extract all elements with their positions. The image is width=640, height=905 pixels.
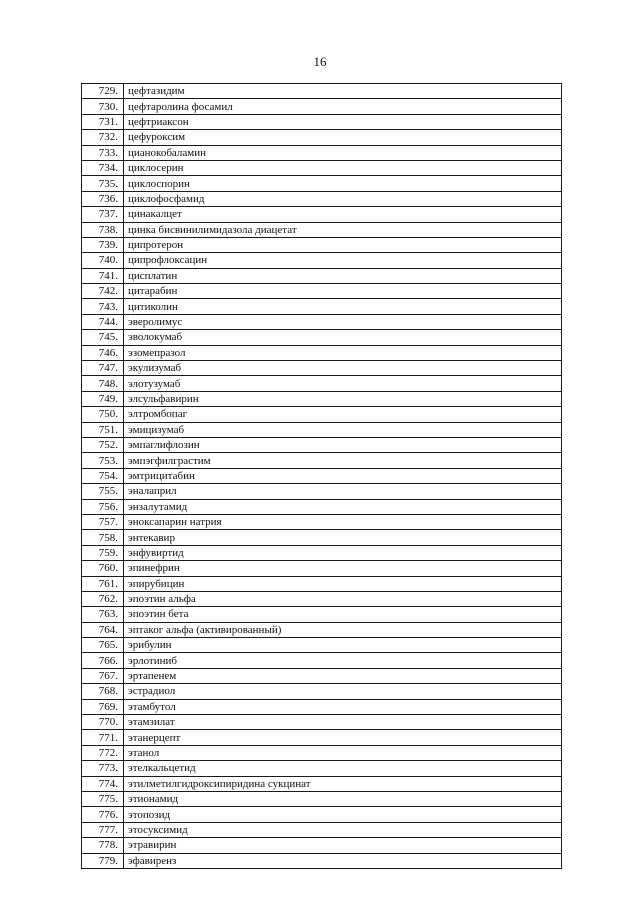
drug-name: цефуроксим <box>124 130 562 145</box>
row-number: 772. <box>82 745 124 760</box>
drug-name: эфавиренз <box>124 853 562 868</box>
drug-name: этравирин <box>124 838 562 853</box>
drug-list-body <box>82 84 562 869</box>
table-row <box>82 530 562 545</box>
table-row <box>82 114 562 129</box>
table-row <box>82 284 562 299</box>
drug-name: этанол <box>124 745 562 760</box>
drug-name: этанерцепт <box>124 730 562 745</box>
row-number: 755. <box>82 484 124 499</box>
row-number: 729. <box>82 84 124 99</box>
drug-name: энтекавир <box>124 530 562 545</box>
drug-name: экулизумаб <box>124 361 562 376</box>
row-number: 751. <box>82 422 124 437</box>
row-number: 776. <box>82 807 124 822</box>
table-row <box>82 638 562 653</box>
table-row <box>82 745 562 760</box>
row-number: 763. <box>82 607 124 622</box>
drug-name: цианокобаламин <box>124 145 562 160</box>
drug-name: цинка бисвинилимидазола диацетат <box>124 222 562 237</box>
table-row <box>82 684 562 699</box>
drug-list-table <box>81 83 562 869</box>
drug-name: эноксапарин натрия <box>124 514 562 529</box>
drug-name: эпоэтин альфа <box>124 591 562 606</box>
drug-name: эрибулин <box>124 638 562 653</box>
drug-name: этопозид <box>124 807 562 822</box>
drug-name: циклоспорин <box>124 176 562 191</box>
drug-name: эрлотиниб <box>124 653 562 668</box>
table-row <box>82 176 562 191</box>
drug-name: цефтриаксон <box>124 114 562 129</box>
row-number: 742. <box>82 284 124 299</box>
row-number: 774. <box>82 776 124 791</box>
row-number: 770. <box>82 715 124 730</box>
table-row <box>82 622 562 637</box>
table-row <box>82 591 562 606</box>
drug-name: эптаког альфа (активированный) <box>124 622 562 637</box>
table-row <box>82 145 562 160</box>
drug-name: эстрадиол <box>124 684 562 699</box>
table-row <box>82 576 562 591</box>
table-row <box>82 345 562 360</box>
drug-name: этосуксимид <box>124 822 562 837</box>
row-number: 779. <box>82 853 124 868</box>
row-number: 766. <box>82 653 124 668</box>
table-row <box>82 84 562 99</box>
table-row <box>82 330 562 345</box>
table-row <box>82 715 562 730</box>
drug-name: элотузумаб <box>124 376 562 391</box>
drug-name: этелкальцетид <box>124 761 562 776</box>
row-number: 759. <box>82 545 124 560</box>
row-number: 744. <box>82 314 124 329</box>
table-row <box>82 361 562 376</box>
table-row <box>82 499 562 514</box>
drug-name: этамзилат <box>124 715 562 730</box>
drug-name: цинакалцет <box>124 207 562 222</box>
row-number: 731. <box>82 114 124 129</box>
table-row <box>82 253 562 268</box>
table-row <box>82 207 562 222</box>
drug-name: энзалутамид <box>124 499 562 514</box>
row-number: 738. <box>82 222 124 237</box>
drug-name: этионамид <box>124 791 562 806</box>
row-number: 756. <box>82 499 124 514</box>
row-number: 743. <box>82 299 124 314</box>
drug-name: энфувиртид <box>124 545 562 560</box>
table-row <box>82 222 562 237</box>
drug-name: эпинефрин <box>124 561 562 576</box>
table-row <box>82 791 562 806</box>
row-number: 758. <box>82 530 124 545</box>
table-row <box>82 237 562 252</box>
drug-name: циклофосфамид <box>124 191 562 206</box>
row-number: 737. <box>82 207 124 222</box>
drug-name: эволокумаб <box>124 330 562 345</box>
row-number: 769. <box>82 699 124 714</box>
drug-name: эверолимус <box>124 314 562 329</box>
table-row <box>82 268 562 283</box>
table-row <box>82 668 562 683</box>
row-number: 778. <box>82 838 124 853</box>
table-row <box>82 514 562 529</box>
row-number: 749. <box>82 391 124 406</box>
table-row <box>82 376 562 391</box>
drug-name: эмицизумаб <box>124 422 562 437</box>
table-row <box>82 699 562 714</box>
row-number: 752. <box>82 437 124 452</box>
drug-name: эмпаглифлозин <box>124 437 562 452</box>
table-row <box>82 730 562 745</box>
drug-name: цефтаролина фосамил <box>124 99 562 114</box>
table-row <box>82 561 562 576</box>
drug-name: эпирубицин <box>124 576 562 591</box>
table-row <box>82 314 562 329</box>
row-number: 741. <box>82 268 124 283</box>
row-number: 754. <box>82 468 124 483</box>
row-number: 736. <box>82 191 124 206</box>
table-row <box>82 838 562 853</box>
row-number: 740. <box>82 253 124 268</box>
drug-name: циклосерин <box>124 160 562 175</box>
row-number: 764. <box>82 622 124 637</box>
row-number: 760. <box>82 561 124 576</box>
row-number: 765. <box>82 638 124 653</box>
row-number: 734. <box>82 160 124 175</box>
drug-name: элсульфавирин <box>124 391 562 406</box>
row-number: 762. <box>82 591 124 606</box>
drug-name: цисплатин <box>124 268 562 283</box>
page-number: 16 <box>313 54 327 69</box>
table-row <box>82 299 562 314</box>
table-row <box>82 191 562 206</box>
row-number: 761. <box>82 576 124 591</box>
row-number: 777. <box>82 822 124 837</box>
row-number: 735. <box>82 176 124 191</box>
row-number: 750. <box>82 407 124 422</box>
table-row <box>82 761 562 776</box>
drug-name: цефтазидим <box>124 84 562 99</box>
drug-name: эналаприл <box>124 484 562 499</box>
drug-name: ципротерон <box>124 237 562 252</box>
drug-name: этамбутол <box>124 699 562 714</box>
table-row <box>82 653 562 668</box>
table-row <box>82 407 562 422</box>
row-number: 733. <box>82 145 124 160</box>
table-row <box>82 422 562 437</box>
row-number: 767. <box>82 668 124 683</box>
table-row <box>82 391 562 406</box>
drug-name: эпоэтин бета <box>124 607 562 622</box>
drug-name: эзомепразол <box>124 345 562 360</box>
drug-name: элтромбопаг <box>124 407 562 422</box>
table-row <box>82 99 562 114</box>
row-number: 773. <box>82 761 124 776</box>
table-row <box>82 853 562 868</box>
table-row <box>82 776 562 791</box>
row-number: 745. <box>82 330 124 345</box>
table-row <box>82 607 562 622</box>
row-number: 732. <box>82 130 124 145</box>
drug-name: эмтрицитабин <box>124 468 562 483</box>
table-row <box>82 160 562 175</box>
row-number: 753. <box>82 453 124 468</box>
table-row <box>82 453 562 468</box>
row-number: 747. <box>82 361 124 376</box>
drug-name: этилметилгидроксипиридина сукцинат <box>124 776 562 791</box>
row-number: 757. <box>82 514 124 529</box>
table-row <box>82 807 562 822</box>
row-number: 771. <box>82 730 124 745</box>
table-row <box>82 545 562 560</box>
drug-name: цитиколин <box>124 299 562 314</box>
row-number: 775. <box>82 791 124 806</box>
table-row <box>82 484 562 499</box>
drug-name: эртапенем <box>124 668 562 683</box>
drug-name: цитарабин <box>124 284 562 299</box>
row-number: 748. <box>82 376 124 391</box>
table-row <box>82 437 562 452</box>
row-number: 768. <box>82 684 124 699</box>
table-row <box>82 468 562 483</box>
row-number: 730. <box>82 99 124 114</box>
drug-name: ципрофлоксацин <box>124 253 562 268</box>
table-row <box>82 822 562 837</box>
drug-name: эмпэгфилграстим <box>124 453 562 468</box>
row-number: 746. <box>82 345 124 360</box>
table-row <box>82 130 562 145</box>
row-number: 739. <box>82 237 124 252</box>
